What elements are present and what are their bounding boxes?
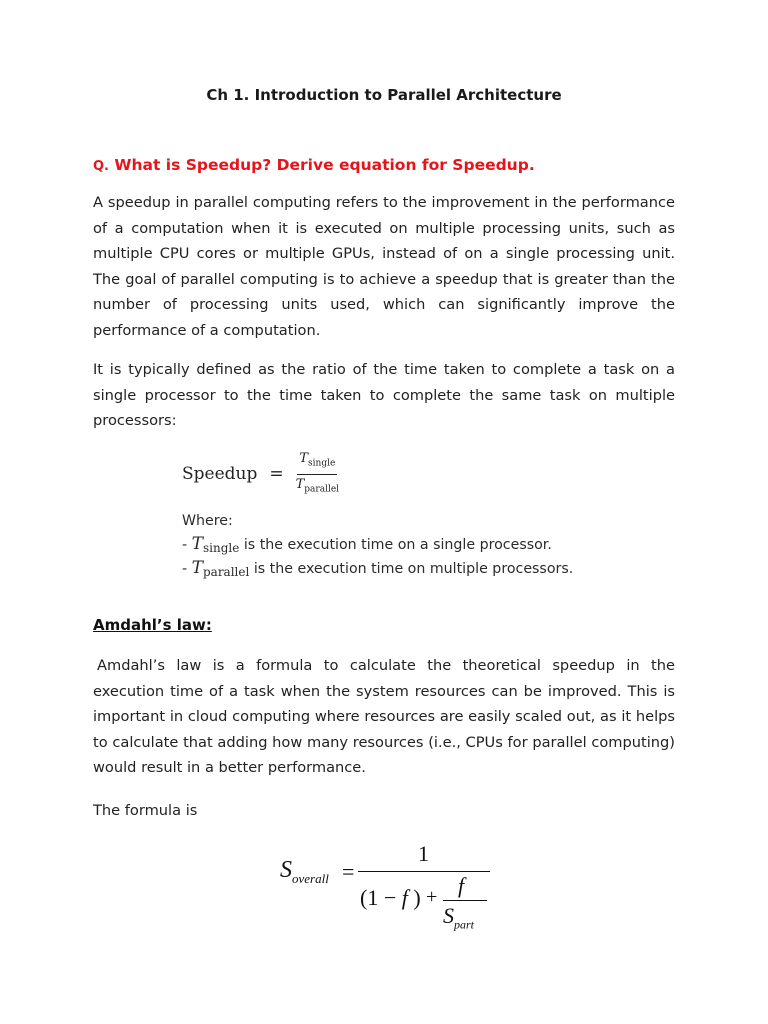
amdahl-equals: = — [342, 859, 355, 884]
amdahl-denominator-left: (1 − f ) — [360, 885, 421, 910]
speedup-numerator: $T_{single}$ — [299, 451, 336, 469]
paragraph-formula-intro: The formula is — [93, 802, 198, 819]
question-text: What is Speedup? Derive equation for Speedup. — [109, 156, 535, 174]
amdahl-plus: + — [426, 886, 438, 908]
amdahl-lhs: $S_{overall}$ — [280, 857, 329, 886]
question-prefix: Q. — [93, 159, 109, 174]
paragraph-speedup-ratio: It is typically defined as the ratio of the time taken to complete a task on a single processor to the time taken to complete the same task on multiple processors: — [93, 361, 675, 430]
where-item-parallel: - $T_{parallel}$ is the execution time on multiple processors. — [182, 558, 574, 579]
paragraph-speedup-definition: A speedup in parallel computing refers to the improvement in the performance of a computation when it is executed on multiple processing units, such as multiple CPU cores or multiple GPUs, instead of on a single processing unit. The goal of parallel computing is to achieve a speedup that is greater than the number of processing units used, which can significantly improve the performance of a computation. — [93, 194, 675, 339]
amdahl-inner-numerator: f — [458, 873, 465, 898]
question-heading — [93, 156, 535, 174]
amdahl-numerator: 1 — [418, 841, 429, 866]
paragraph-amdahl: Amdahl’s law is a formula to calculate the theoretical speedup in the execution time of a task when the system resources can be improved. This is important in cloud computing where resources are easily scaled out, as it helps to calculate that adding how many resources (i.e., CPUs for parallel computing) would result in a better performance. — [93, 657, 675, 777]
amdahl-formula — [280, 843, 510, 935]
where-heading: Where: — [182, 513, 233, 529]
section-heading-amdahl: Amdahl’s law: — [93, 616, 212, 634]
amdahl-inner-denominator: $S_{part}$ — [443, 903, 475, 932]
where-item-single: - $T_{single}$ is the execution time on a single processor. — [182, 534, 552, 555]
speedup-formula-lhs: Speedup — [182, 464, 258, 485]
amdahl-main-fraction-bar — [358, 871, 490, 872]
fraction-bar — [297, 474, 337, 475]
speedup-formula — [182, 452, 339, 496]
speedup-denominator: $T_{parallel}$ — [295, 476, 340, 495]
amdahl-inner-fraction-bar — [443, 900, 487, 901]
speedup-fraction — [296, 452, 339, 496]
page-title: Ch 1. Introduction to Parallel Architecture — [206, 86, 562, 104]
where-block — [182, 510, 573, 581]
speedup-formula-equals: = — [269, 464, 284, 485]
